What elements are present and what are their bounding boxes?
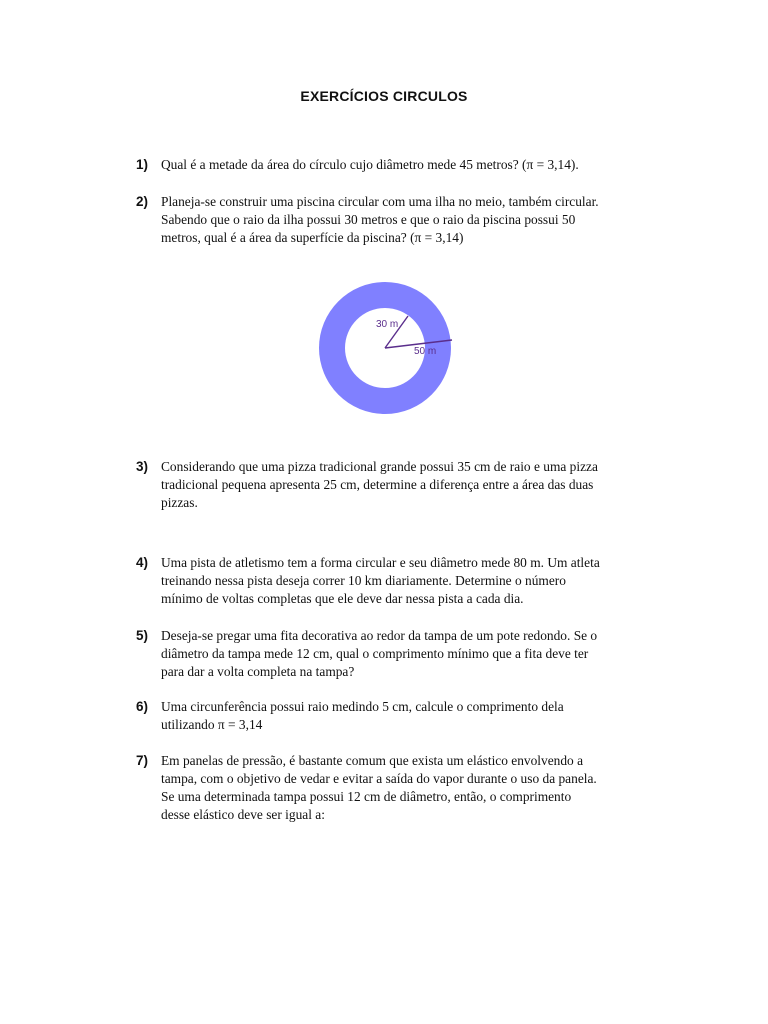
- question-line: desse elástico deve ser igual a:: [161, 807, 325, 822]
- question-number: 3): [136, 459, 149, 474]
- question-number: 5): [136, 628, 149, 643]
- question-line: pizzas.: [161, 495, 198, 510]
- question-text: [161, 698, 666, 734]
- question-line: tampa, com o objetivo de vedar e evitar a saída do vapor durante o uso da panela.: [161, 771, 597, 786]
- question-text: [161, 627, 666, 681]
- question-text: [161, 554, 666, 608]
- question-line: utilizando π = 3,14: [161, 717, 263, 732]
- question-line: mínimo de voltas completas que ele deve dar nessa pista a cada dia.: [161, 591, 524, 606]
- question-line: diâmetro da tampa mede 12 cm, qual o comprimento mínimo que a fita deve ter: [161, 646, 589, 661]
- question-line: Considerando que uma pizza tradicional grande possui 35 cm de raio e uma pizza: [161, 459, 598, 474]
- question-line: treinando nessa pista deseja correr 10 km diariamente. Determine o número: [161, 573, 566, 588]
- question-number: 1): [136, 157, 149, 172]
- question-line: Em panelas de pressão, é bastante comum que exista um elástico envolvendo a: [161, 753, 584, 768]
- pool-ring-diagram: [312, 280, 462, 416]
- question-line: para dar a volta completa na tampa?: [161, 664, 355, 679]
- question-line: Planeja-se construir uma piscina circular com uma ilha no meio, também circular.: [161, 194, 599, 209]
- question-number: 6): [136, 699, 149, 714]
- question-text: [161, 193, 666, 247]
- question-line: Se uma determinada tampa possui 12 cm de diâmetro, então, o comprimento: [161, 789, 572, 804]
- outer-radius-label: 50 m: [414, 346, 437, 357]
- question-line: Uma circunferência possui raio medindo 5 cm, calcule o comprimento dela: [161, 699, 564, 714]
- question-line: Qual é a metade da área do círculo cujo diâmetro mede 45 metros? (π = 3,14).: [161, 157, 579, 172]
- question-line: metros, qual é a área da superfície da piscina? (π = 3,14): [161, 230, 464, 245]
- question-text: [161, 752, 666, 824]
- question-line: tradicional pequena apresenta 25 cm, determine a diferença entre a área das duas: [161, 477, 594, 492]
- inner-radius-label: 30 m: [376, 319, 399, 330]
- question-text: [161, 458, 666, 512]
- question-line: Uma pista de atletismo tem a forma circular e seu diâmetro mede 80 m. Um atleta: [161, 555, 600, 570]
- question-number: 7): [136, 753, 149, 768]
- question-line: Sabendo que o raio da ilha possui 30 metros e que o raio da piscina possui 50: [161, 212, 576, 227]
- question-number: 4): [136, 555, 149, 570]
- question-line: Deseja-se pregar uma fita decorativa ao redor da tampa de um pote redondo. Se o: [161, 628, 598, 643]
- question-number: 2): [136, 194, 149, 209]
- question-text: [161, 156, 666, 174]
- page-title: EXERCÍCIOS CIRCULOS: [300, 88, 468, 104]
